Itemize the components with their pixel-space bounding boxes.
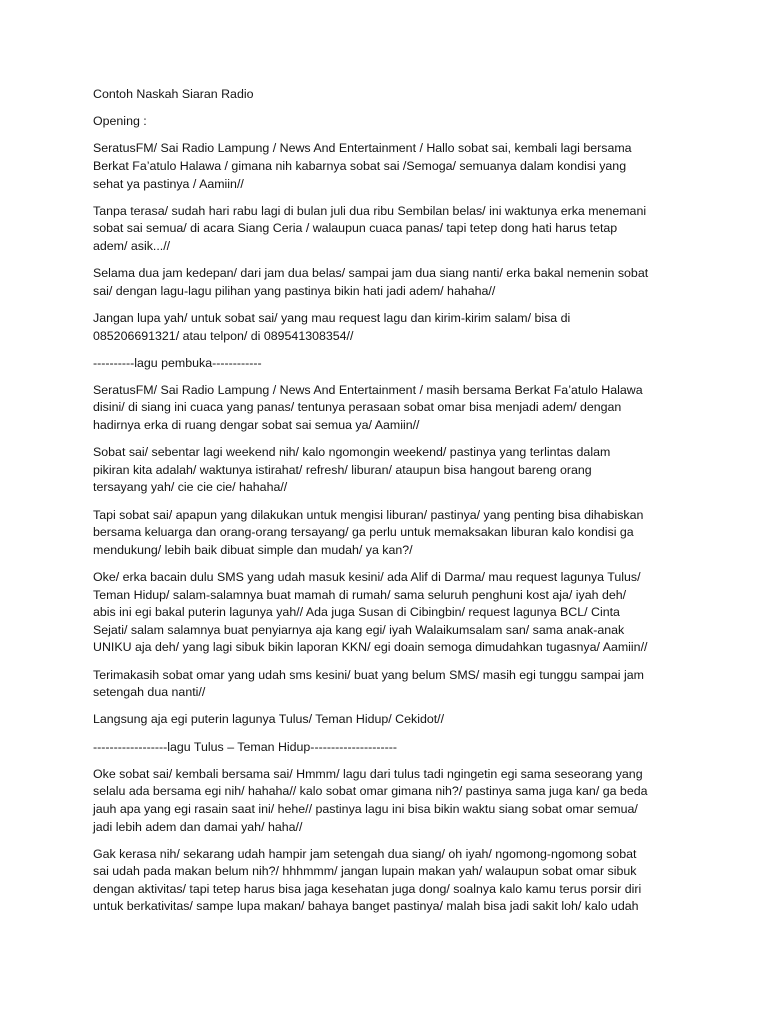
paragraph-liburan: Tapi sobat sai/ apapun yang dilakukan untuk mengisi liburan/ pastinya/ yang penting bisa dihabiskan bersama keluarga dan orang-orang tersayang/ ga perlu untuk memaksakan liburan kalo kondisi ga mendukung/ lebih baik dibuat simple dan mudah/ ya kan?/ xyxy=(93,507,644,557)
cue-lagu-pembuka: ----------lagu pembuka------------ xyxy=(93,355,262,370)
paragraph-langsung: Langsung aja egi puterin lagunya Tulus/ Teman Hidup/ Cekidot// xyxy=(93,712,445,727)
paragraph-tanpa-terasa: Tanpa terasa/ sudah hari rabu lagi di bulan juli dua ribu Sembilan belas/ ini waktunya erka menemani sobat sai semua/ di acara Siang Ceria / walaupun cuaca panas/ tapi tetep dong hati harus tetap adem/ asik...// xyxy=(93,203,647,253)
paragraph-weekend: Sobat sai/ sebentar lagi weekend nih/ kalo ngomongin weekend/ pastinya yang terlintas dalam pikiran kita adalah/ waktunya istirahat/ refresh/ liburan/ ataupun bisa hangout bareng orang tersayang yah/ cie cie cie/ hahaha// xyxy=(93,445,611,495)
opening-label: Opening : xyxy=(93,114,147,129)
paragraph-selama-dua-jam: Selama dua jam kedepan/ dari jam dua belas/ sampai jam dua siang nanti/ erka bakal nemenin sobat sai/ dengan lagu-lagu pilihan yang pastinya bikin hati jadi adem/ hahaha// xyxy=(93,266,649,298)
paragraph-intro: SeratusFM/ Sai Radio Lampung / News And Entertainment / Hallo sobat sai, kembali lagi bersama Berkat Fa’atulo Halawa / gimana nih kabarnya sobat sai /Semoga/ semuanya dalam kondisi yang sehat ya pastinya / Aamiin// xyxy=(93,141,632,191)
paragraph-terimakasih: Terimakasih sobat omar yang udah sms kesini/ buat yang belum SMS/ masih egi tunggu sampai jam setengah dua nanti// xyxy=(93,667,644,700)
cue-lagu-tulus: ------------------lagu Tulus – Teman Hidup--------------------- xyxy=(93,739,397,754)
paragraph-masih-bersama: SeratusFM/ Sai Radio Lampung / News And Entertainment / masih bersama Berkat Fa’atulo Halawa disini/ di siang ini cuaca yang panas/ tentunya perasaan sobat omar bisa menjadi adem/ dengan hadirnya erka di ruang dengar sobat sai semua ya/ Aamiin// xyxy=(93,382,643,433)
paragraph-oke-sobat: Oke sobat sai/ kembali bersama sai/ Hmmm/ lagu dari tulus tadi ngingetin egi sama seseorang yang selalu ada bersama egi nih/ hahaha// kalo sobat omar gimana nih?/ pastinya sama juga kan/ ga beda jauh apa yang egi rasain saat ini/ hehe// pastinya lagu ini bisa bikin waktu siang sobat omar semua/ jadi lebih adem dan damai yah/ haha// xyxy=(93,766,648,834)
document-title: Contoh Naskah Siaran Radio xyxy=(93,87,254,101)
document-page xyxy=(93,86,685,926)
paragraph-gak-kerasa: Gak kerasa nih/ sekarang udah hampir jam setengah dua siang/ oh iyah/ ngomong-ngomong sobat sai udah pada makan belum nih?/ hhhmmm/ jangan lupain makan yah/ walaupun sobat omar sibuk dengan aktivitas/ tapi tetep harus bisa jaga kesehatan juga dong/ soalnya kalo kamu terus porsir diri untuk berkativitas/ sampe lupa makan/ bahaya banget pastinya/ malah bisa jadi sakit loh/ kalo udah xyxy=(93,846,642,914)
paragraph-jangan-lupa: Jangan lupa yah/ untuk sobat sai/ yang mau request lagu dan kirim-kirim salam/ bisa di 085206691321/ atau telpon/ di 089541308354// xyxy=(93,310,571,343)
paragraph-sms: Oke/ erka bacain dulu SMS yang udah masuk kesini/ ada Alif di Darma/ mau request lagunya Tulus/ Teman Hidup/ salam-salamnya buat mamah di rumah/ sama seluruh penghuni kost aja/ iyah deh/ abis ini egi bakal puterin lagunya yah// Ada juga Susan di Cibingbin/ request lagunya BCL/ Cinta Sejati/ salam salamnya buat penyiarnya aja kang egi/ iyah Walaikumsalam san/ sama anak-anak UNIKU aja deh/ yang lagi sibuk bikin laporan KKN/ egi doain semoga dimudahkan tugasnya/ Aamiin// xyxy=(93,570,648,655)
